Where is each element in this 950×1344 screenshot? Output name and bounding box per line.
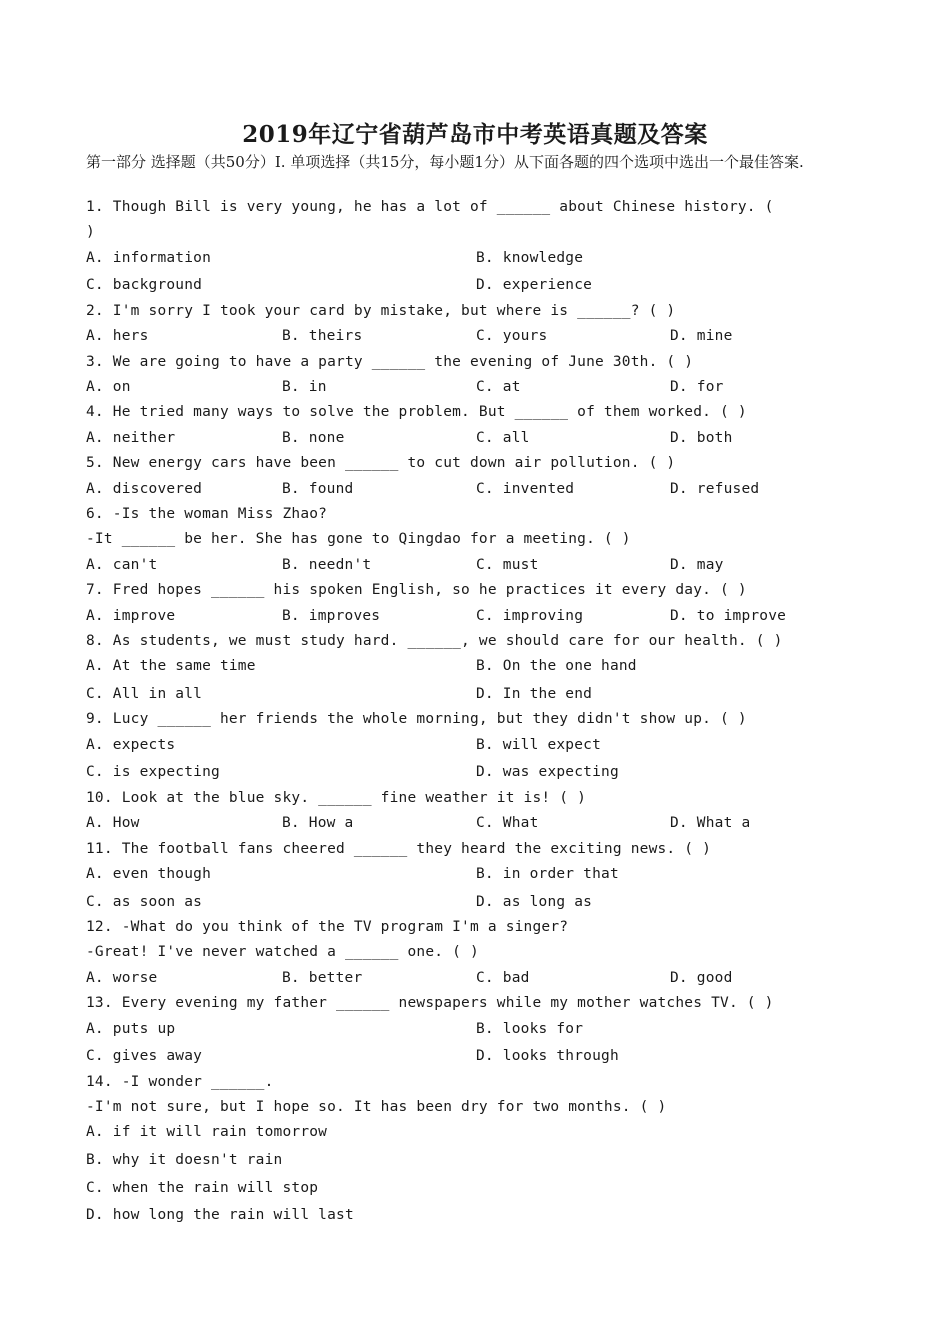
question-6-option-d: D. may [670,556,724,573]
question-9-option-b: B. will expect [476,736,602,753]
question-8-option-b: B. On the one hand [476,658,637,675]
question-5-option-a: A. discovered [86,480,203,497]
question-6-option-b: B. needn't [282,556,372,573]
question-10-text: 10. Look at the blue sky. ______ fine weather it is! ( ) [86,789,587,806]
question-14-text: -I'm not sure, but I hope so. It has been dry for two months. ( ) [86,1099,667,1115]
question-8-option-a: A. At the same time [86,658,256,675]
question-10-option-d: D. What a [670,815,751,832]
question-10-option-a: A. How [86,815,140,832]
question-5-option-d: D. refused [670,480,760,497]
question-7-option-b: B. improves [282,607,381,624]
question-11-option-d: D. as long as [476,893,593,910]
question-9-option-a: A. expects [86,736,176,753]
question-3-option-b: B. in [282,379,327,395]
question-8-text: 8. As students, we must study hard. ______, we should care for our health. ( ) [86,633,783,649]
question-8-option-d: D. In the end [476,686,593,702]
question-4-option-c: C. all [476,429,530,446]
question-6-text: -It ______ be her. She has gone to Qingdao for a meeting. ( ) [86,531,631,548]
question-1-text: ) [86,224,95,241]
question-7-option-d: D. to improve [670,607,787,624]
question-14-option-a: A. if it will rain tomorrow [86,1124,328,1141]
page-title: 2019年辽宁省葫芦岛市中考英语真题及答案 [242,121,708,148]
question-2-option-d: D. mine [670,328,733,345]
question-12-option-d: D. good [670,969,733,986]
question-13-option-c: C. gives away [86,1048,203,1065]
question-3-option-a: A. on [86,379,131,395]
question-2-option-b: B. theirs [282,328,363,345]
question-8-option-c: C. All in all [86,686,203,702]
question-6-option-c: C. must [476,556,539,573]
question-4-option-d: D. both [670,429,733,446]
question-13-option-b: B. looks for [476,1020,584,1037]
question-14-text: 14. -I wonder ______. [86,1073,274,1090]
question-13-text: 13. Every evening my father ______ newspapers while my mother watches TV. ( ) [86,995,774,1012]
question-5-text: 5. New energy cars have been ______ to cut down air pollution. ( ) [86,455,676,472]
question-7-option-c: C. improving [476,607,584,624]
question-3-option-d: D. for [670,379,724,395]
question-4-option-a: A. neither [86,429,176,446]
question-14-option-b: B. why it doesn't rain [86,1152,283,1168]
question-13-option-a: A. puts up [86,1020,176,1037]
question-1-text: 1. Though Bill is very young, he has a lot of ______ about Chinese history. ( [86,199,774,215]
question-2-option-a: A. hers [86,328,149,345]
question-10-option-c: C. What [476,815,539,832]
question-3-text: 3. We are going to have a party ______ the evening of June 30th. ( ) [86,353,694,370]
question-14-option-d: D. how long the rain will last [86,1207,354,1224]
question-2-option-c: C. yours [476,328,548,345]
question-12-option-a: A. worse [86,969,158,986]
question-11-option-c: C. as soon as [86,893,203,910]
question-1-option-b: B. knowledge [476,249,584,266]
question-2-text: 2. I'm sorry I took your card by mistake, but where is ______? ( ) [86,302,676,319]
question-6-text: 6. -Is the woman Miss Zhao? [86,506,328,522]
question-13-option-d: D. looks through [476,1048,619,1065]
question-12-option-b: B. better [282,969,363,986]
question-7-option-a: A. improve [86,607,176,624]
question-1-option-c: C. background [86,277,203,294]
question-11-option-b: B. in order that [476,866,619,882]
question-12-text: 12. -What do you think of the TV program I'm a singer? [86,919,569,935]
question-14-option-c: C. when the rain will stop [86,1179,319,1196]
question-11-option-a: A. even though [86,866,212,882]
question-3-option-c: C. at [476,379,521,395]
question-7-text: 7. Fred hopes ______ his spoken English, so he practices it every day. ( ) [86,582,747,599]
question-9-text: 9. Lucy ______ her friends the whole morning, but they didn't show up. ( ) [86,711,747,728]
question-5-option-c: C. invented [476,480,575,497]
question-1-option-d: D. experience [476,277,593,294]
question-10-option-b: B. How a [282,815,354,832]
question-9-option-d: D. was expecting [476,764,619,781]
question-11-text: 11. The football fans cheered ______ they heard the exciting news. ( ) [86,840,712,857]
question-4-text: 4. He tried many ways to solve the problem. But ______ of them worked. ( ) [86,404,747,421]
question-6-option-a: A. can't [86,556,158,573]
question-1-option-a: A. information [86,249,212,266]
question-9-option-c: C. is expecting [86,764,220,781]
question-5-option-b: B. found [282,480,354,497]
question-4-option-b: B. none [282,429,345,446]
section-intro: 第一部分 选择题（共50分）Ⅰ. 单项选择（共15分，每小题1分）从下面各题的四个选项中选出一个最佳答案. [86,153,804,171]
question-12-text: -Great! I've never watched a ______ one. ( ) [86,944,479,961]
question-12-option-c: C. bad [476,969,530,986]
